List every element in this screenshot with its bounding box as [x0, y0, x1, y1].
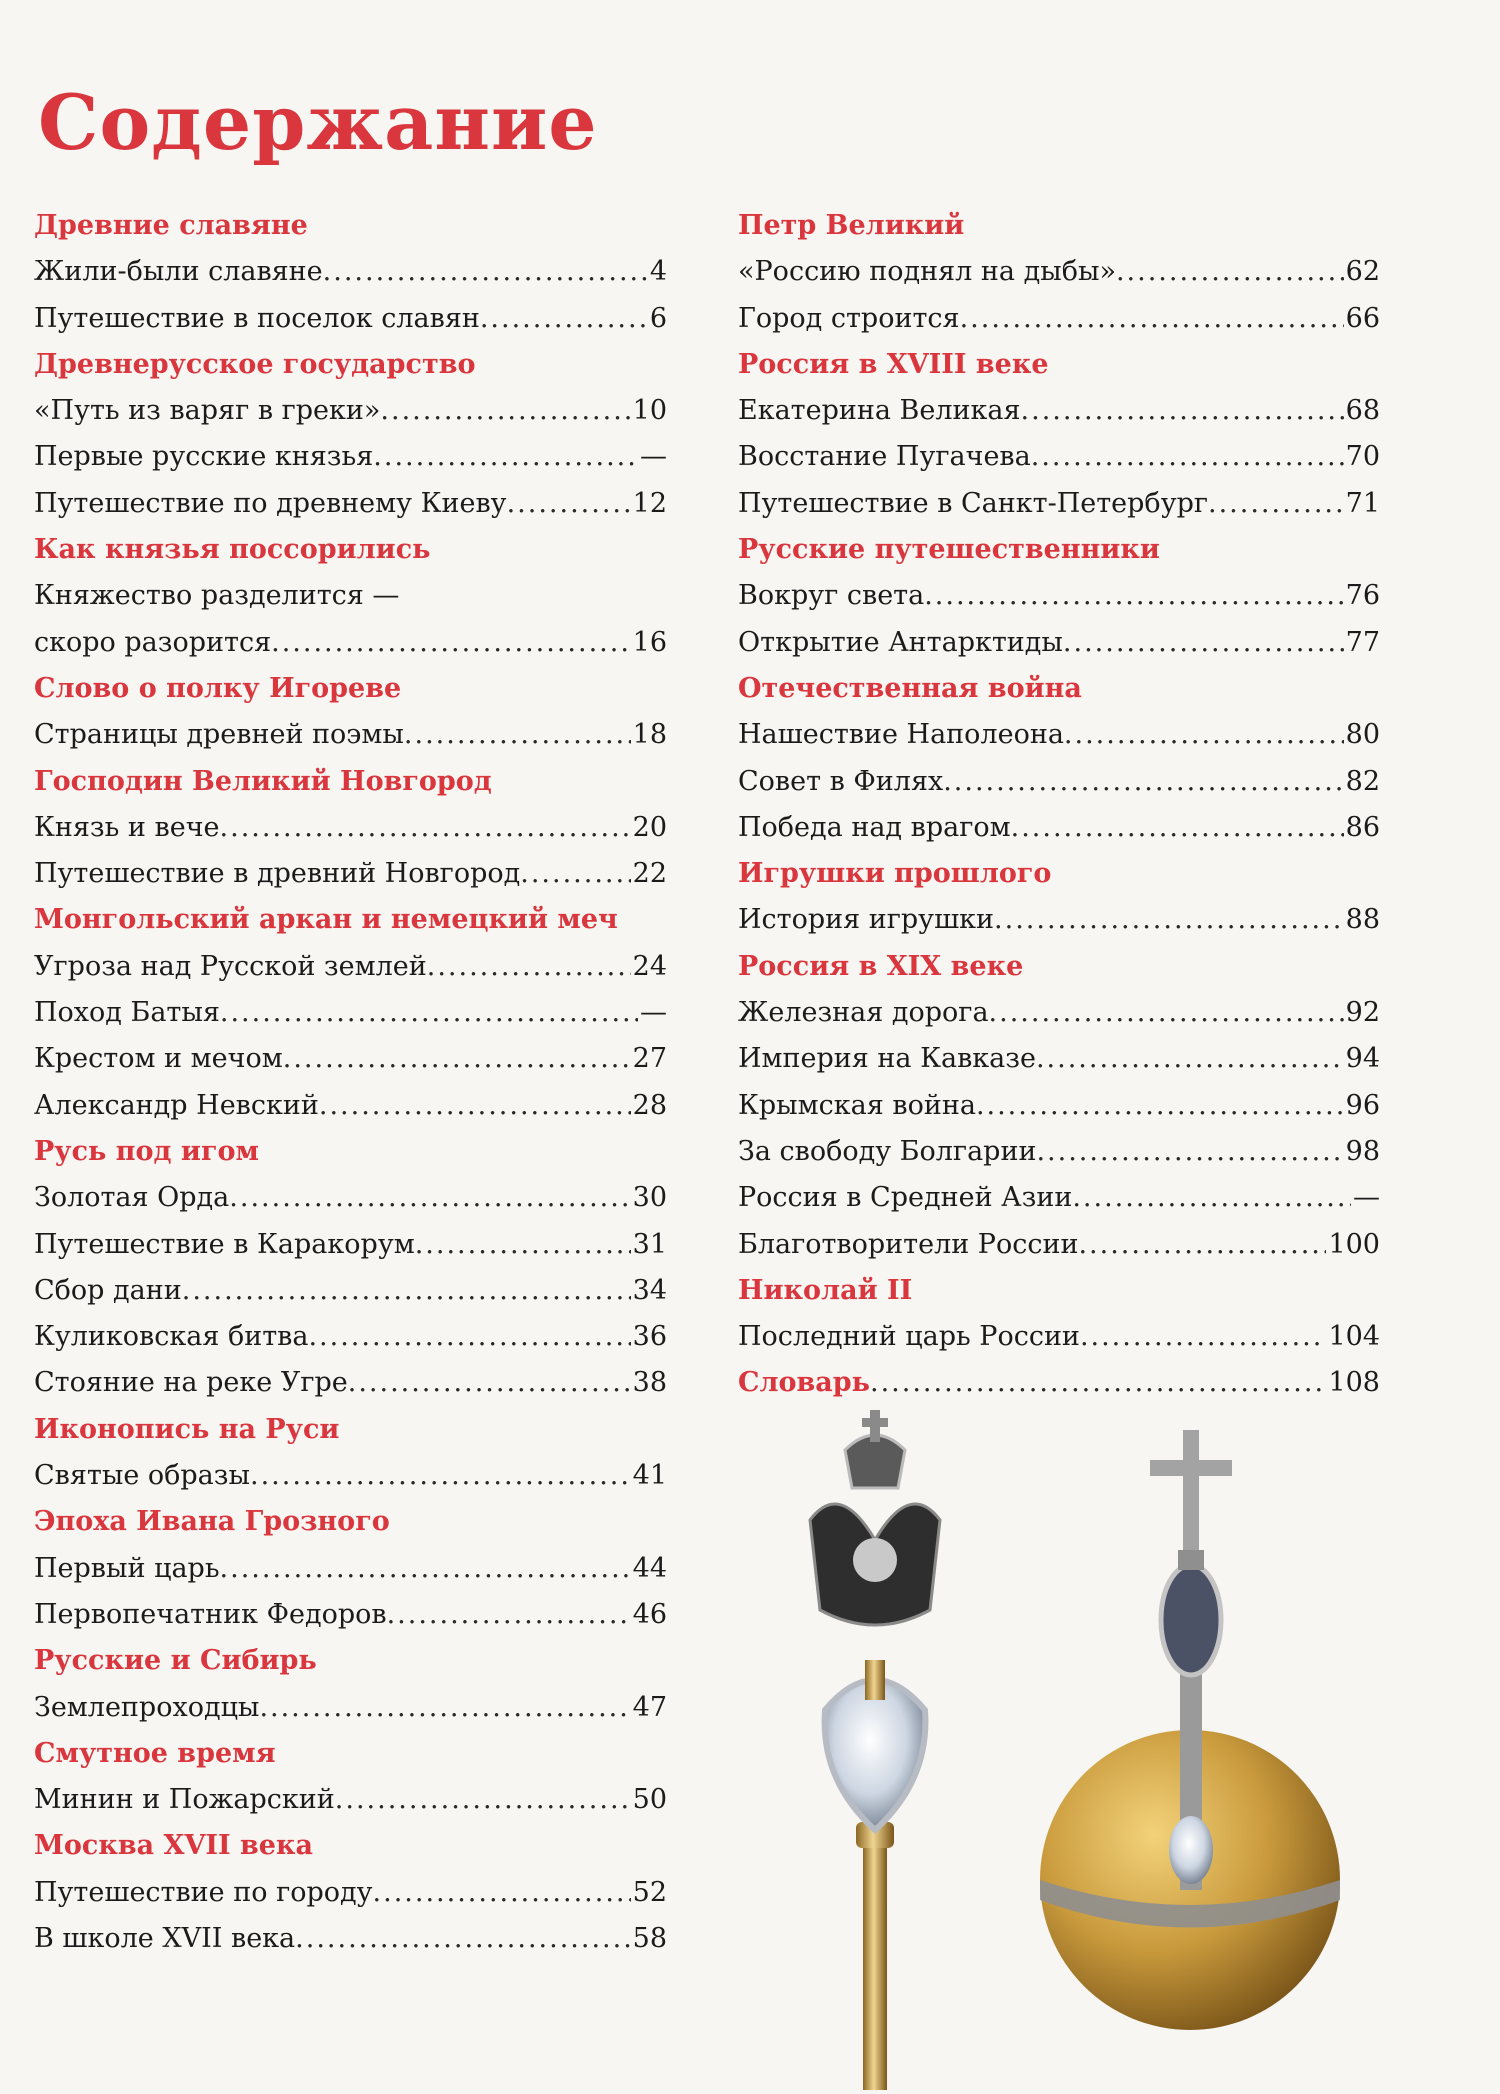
dot-leader — [1063, 620, 1344, 666]
dot-leader — [989, 990, 1344, 1036]
toc-section-heading: Игрушки прошлого — [738, 858, 1052, 890]
toc-page-number: 88 — [1345, 904, 1380, 936]
toc-entry-title: Стояние на реке Угре — [34, 1367, 348, 1399]
dot-leader — [250, 1453, 631, 1499]
dot-leader — [229, 1175, 630, 1221]
dot-leader — [387, 1592, 631, 1638]
toc-entry-title: Нашествие Наполеона — [738, 719, 1064, 751]
toc-entry[interactable] — [738, 1314, 1380, 1360]
toc-entry[interactable] — [738, 620, 1380, 666]
toc-page-number: — — [640, 997, 667, 1029]
toc-section-heading: Смутное время — [34, 1737, 276, 1769]
toc-entry[interactable] — [34, 1083, 667, 1129]
toc-entry[interactable] — [34, 1546, 667, 1592]
toc-page-number: 68 — [1345, 395, 1380, 427]
toc-section-heading: Москва XVII века — [34, 1830, 313, 1862]
toc-entry[interactable] — [34, 1685, 667, 1731]
toc-entry[interactable] — [738, 388, 1380, 434]
toc-entry[interactable] — [34, 434, 667, 480]
page-title: Содержание — [38, 78, 598, 167]
toc-entry[interactable] — [738, 1036, 1380, 1082]
toc-page-number: 96 — [1345, 1089, 1380, 1121]
toc-entry-title: В школе XVII века — [34, 1922, 296, 1954]
toc-section-heading: Древнерусское государство — [34, 348, 476, 380]
dot-leader — [220, 1546, 631, 1592]
dot-leader — [220, 805, 631, 851]
dot-leader — [1036, 1129, 1343, 1175]
dot-leader — [1064, 712, 1344, 758]
toc-entry[interactable] — [34, 620, 667, 666]
dot-leader — [1021, 388, 1344, 434]
toc-page-number: 80 — [1345, 719, 1380, 751]
toc-entry[interactable] — [738, 296, 1380, 342]
toc-entry[interactable] — [34, 388, 667, 434]
toc-section-heading: Россия в XIX веке — [738, 950, 1024, 982]
dot-leader — [380, 388, 630, 434]
dot-leader — [480, 296, 648, 342]
toc-entry-title: Золотая Орда — [34, 1182, 230, 1214]
dot-leader — [283, 1036, 631, 1082]
toc-entry-title: Город строится — [738, 302, 960, 334]
orb-image — [1040, 1430, 1340, 2030]
toc-entry-title: Крымская война — [738, 1089, 976, 1121]
toc-page-number: 94 — [1345, 1043, 1380, 1075]
toc-entry-title: Первые русские князья — [34, 441, 374, 473]
toc-entry-title: Вокруг света — [738, 580, 925, 612]
dot-leader — [404, 712, 631, 758]
toc-entry[interactable] — [34, 1222, 667, 1268]
dot-leader — [1072, 1175, 1351, 1221]
toc-page-number: 10 — [632, 395, 667, 427]
toc-entry[interactable] — [34, 944, 667, 990]
toc-section-entry[interactable] — [738, 1360, 1380, 1406]
toc-entry-title: Путешествие по городу — [34, 1876, 373, 1908]
toc-page-number: 30 — [632, 1182, 667, 1214]
toc-entry[interactable] — [738, 1175, 1380, 1221]
toc-entry-title: Россия в Средней Азии — [738, 1182, 1073, 1214]
toc-page-number: 4 — [649, 256, 667, 288]
toc-entry-title: «Россию поднял на дыбы» — [738, 256, 1116, 288]
dot-leader — [427, 944, 631, 990]
toc-entry[interactable] — [34, 1870, 667, 1916]
dot-leader — [520, 851, 630, 897]
toc-section-heading: Россия в XVIII веке — [738, 348, 1049, 380]
toc-entry-title: Восстание Пугачева — [738, 441, 1031, 473]
toc-page-number: 62 — [1345, 256, 1380, 288]
toc-entry[interactable] — [738, 481, 1380, 527]
toc-entry-title: За свободу Болгарии — [738, 1135, 1037, 1167]
toc-entry[interactable] — [34, 712, 667, 758]
toc-page-number: 22 — [632, 858, 667, 890]
dot-leader — [507, 481, 631, 527]
dot-leader — [1036, 1036, 1344, 1082]
toc-entry[interactable] — [34, 1916, 667, 1962]
toc-entry[interactable] — [738, 1129, 1380, 1175]
dot-leader — [1011, 805, 1344, 851]
toc-entry[interactable] — [738, 1083, 1380, 1129]
dot-leader — [295, 1916, 630, 1962]
scepter-image — [810, 1410, 940, 2090]
toc-entry[interactable] — [738, 759, 1380, 805]
toc-entry-title: Открытие Антарктиды — [738, 626, 1063, 658]
toc-page-number: 66 — [1345, 302, 1380, 334]
toc-left-column — [34, 203, 667, 1962]
dot-leader — [1116, 249, 1344, 295]
dot-leader — [182, 1268, 631, 1314]
toc-page-number: — — [1353, 1182, 1380, 1214]
toc-entry[interactable] — [34, 1268, 667, 1314]
toc-entry-title: Екатерина Великая — [738, 395, 1021, 427]
toc-entry-title: Путешествие по древнему Киеву — [34, 487, 507, 519]
dot-leader — [259, 1685, 630, 1731]
toc-page-number: 38 — [632, 1367, 667, 1399]
toc-section-heading: Как князья поссорились — [34, 534, 431, 566]
toc-page-number: 104 — [1328, 1321, 1380, 1353]
toc-entry-title: Землепроходцы — [34, 1691, 260, 1723]
toc-entry-title: Путешествие в Санкт-Петербург — [738, 487, 1209, 519]
toc-entry-title: Путешествие в древний Новгород — [34, 858, 521, 890]
toc-entry[interactable] — [34, 1360, 667, 1406]
dot-leader — [976, 1083, 1344, 1129]
regalia-illustration — [770, 1410, 1410, 2090]
toc-section-heading: Русские путешественники — [738, 534, 1160, 566]
toc-page-number: — — [640, 441, 667, 473]
toc-entry-title: Жили-были славяне — [34, 256, 323, 288]
dot-leader — [924, 573, 1343, 619]
toc-page-number: 82 — [1345, 765, 1380, 797]
toc-entry-title: История игрушки — [738, 904, 995, 936]
toc-section-heading: Господин Великий Новгород — [34, 765, 492, 797]
toc-section-heading: Русские и Сибирь — [34, 1645, 317, 1677]
toc-entry-title: Путешествие в поселок славян — [34, 302, 480, 334]
toc-entry[interactable] — [34, 1314, 667, 1360]
toc-entry[interactable] — [738, 897, 1380, 943]
toc-entry-title: Куликовская битва — [34, 1321, 309, 1353]
toc-entry[interactable] — [34, 481, 667, 527]
dot-leader — [1208, 481, 1344, 527]
toc-entry[interactable] — [34, 851, 667, 897]
toc-entry[interactable] — [738, 805, 1380, 851]
toc-entry[interactable] — [738, 573, 1380, 619]
toc-entry[interactable] — [34, 1777, 667, 1823]
toc-entry-title: Угроза над Русской землей — [34, 950, 427, 982]
toc-entry[interactable] — [738, 1222, 1380, 1268]
toc-section-heading: Эпоха Ивана Грозного — [34, 1506, 390, 1538]
toc-entry-title: Совет в Филях — [738, 765, 944, 797]
toc-entry-title: Первопечатник Федоров — [34, 1598, 387, 1630]
dot-leader — [1078, 1222, 1326, 1268]
dot-leader — [319, 1083, 631, 1129]
toc-entry-title: Князь и вече — [34, 811, 220, 843]
toc-page-number: 58 — [632, 1922, 667, 1954]
toc-section-heading: Слово о полку Игореве — [34, 672, 402, 704]
toc-page-number: 86 — [1345, 811, 1380, 843]
toc-page-number: 98 — [1345, 1135, 1380, 1167]
toc-entry-title: Железная дорога — [738, 997, 989, 1029]
toc-page-number: 18 — [632, 719, 667, 751]
toc-section-heading: Древние славяне — [34, 210, 308, 241]
toc-entry-title: Первый царь — [34, 1552, 220, 1584]
dot-leader — [348, 1360, 631, 1406]
toc-section-heading: Петр Великий — [738, 210, 965, 241]
dot-leader — [335, 1777, 631, 1823]
dot-leader — [220, 990, 638, 1036]
toc-entry[interactable] — [34, 1592, 667, 1638]
toc-page-number: 47 — [632, 1691, 667, 1723]
dot-leader — [994, 897, 1344, 943]
dot-leader — [943, 759, 1343, 805]
toc-section-heading: Монгольский аркан и немецкий меч — [34, 904, 618, 936]
toc-entry[interactable] — [34, 296, 667, 342]
toc-entry-title: Княжество разделится — — [34, 580, 400, 612]
toc-entry-title: Последний царь России — [738, 1321, 1080, 1353]
toc-page-number: 27 — [632, 1043, 667, 1075]
toc-entry[interactable] — [738, 249, 1380, 295]
toc-entry[interactable] — [738, 712, 1380, 758]
toc-page-number: 92 — [1345, 997, 1380, 1029]
toc-entry-title: Александр Невский — [34, 1089, 319, 1121]
dot-leader — [373, 1870, 631, 1916]
toc-section-heading: Словарь — [738, 1367, 870, 1399]
toc-entry-title: скоро разорится — [34, 626, 272, 658]
toc-page-number: 28 — [632, 1089, 667, 1121]
toc-entry[interactable] — [738, 434, 1380, 480]
toc-section-heading: Николай II — [738, 1274, 913, 1306]
toc-right-column — [738, 203, 1380, 1407]
dot-leader — [308, 1314, 630, 1360]
toc-page-number: 70 — [1345, 441, 1380, 473]
toc-entry[interactable] — [34, 1175, 667, 1221]
toc-page-number: 77 — [1345, 626, 1380, 658]
toc-page-number: 52 — [632, 1876, 667, 1908]
toc-entry-title: Благотворители России — [738, 1228, 1079, 1260]
toc-page-number: 100 — [1328, 1228, 1380, 1260]
toc-entry-title: «Путь из варяг в греки» — [34, 395, 381, 427]
toc-entry[interactable] — [738, 990, 1380, 1036]
dot-leader — [415, 1222, 631, 1268]
dot-leader — [271, 620, 631, 666]
toc-entry-title: Святые образы — [34, 1460, 250, 1492]
toc-entry-title: Крестом и мечом — [34, 1043, 283, 1075]
toc-page-number: 76 — [1345, 580, 1380, 612]
dot-leader — [960, 296, 1344, 342]
toc-entry-title: Путешествие в Каракорум — [34, 1228, 415, 1260]
toc-page-number: 108 — [1328, 1367, 1380, 1399]
dot-leader — [1031, 434, 1344, 480]
toc-entry-title: Империя на Кавказе — [738, 1043, 1036, 1075]
toc-page-number: 12 — [632, 487, 667, 519]
toc-page-number: 34 — [632, 1274, 667, 1306]
toc-page-number: 24 — [632, 950, 667, 982]
toc-entry-title: Минин и Пожарский — [34, 1784, 335, 1816]
toc-entry-title: Сбор дани — [34, 1274, 182, 1306]
toc-entry-title: Победа над врагом — [738, 811, 1011, 843]
toc-entry[interactable] — [34, 805, 667, 851]
toc-page-number: 31 — [632, 1228, 667, 1260]
toc-page-number: 6 — [649, 302, 667, 334]
toc-page-number: 44 — [632, 1552, 667, 1584]
dot-leader — [323, 249, 648, 295]
toc-page-number: 36 — [632, 1321, 667, 1353]
toc-page-number: 16 — [632, 626, 667, 658]
toc-section-heading: Отечественная война — [738, 672, 1082, 704]
dot-leader — [870, 1360, 1326, 1406]
toc-entry-title: Поход Батыя — [34, 997, 220, 1029]
toc-page-number: 50 — [632, 1784, 667, 1816]
toc-page-number: 71 — [1345, 487, 1380, 519]
toc-entry[interactable] — [34, 1036, 667, 1082]
toc-section-heading: Русь под игом — [34, 1135, 259, 1167]
toc-entry[interactable] — [34, 573, 667, 619]
toc-entry[interactable] — [34, 1453, 667, 1499]
dot-leader — [373, 434, 638, 480]
toc-page-number: 41 — [632, 1460, 667, 1492]
toc-entry[interactable] — [34, 990, 667, 1036]
toc-entry-title: Страницы древней поэмы — [34, 719, 404, 751]
toc-page-number: 20 — [632, 811, 667, 843]
toc-entry[interactable] — [34, 249, 667, 295]
toc-page-number: 46 — [632, 1598, 667, 1630]
dot-leader — [1080, 1314, 1327, 1360]
toc-section-heading: Иконопись на Руси — [34, 1413, 340, 1445]
